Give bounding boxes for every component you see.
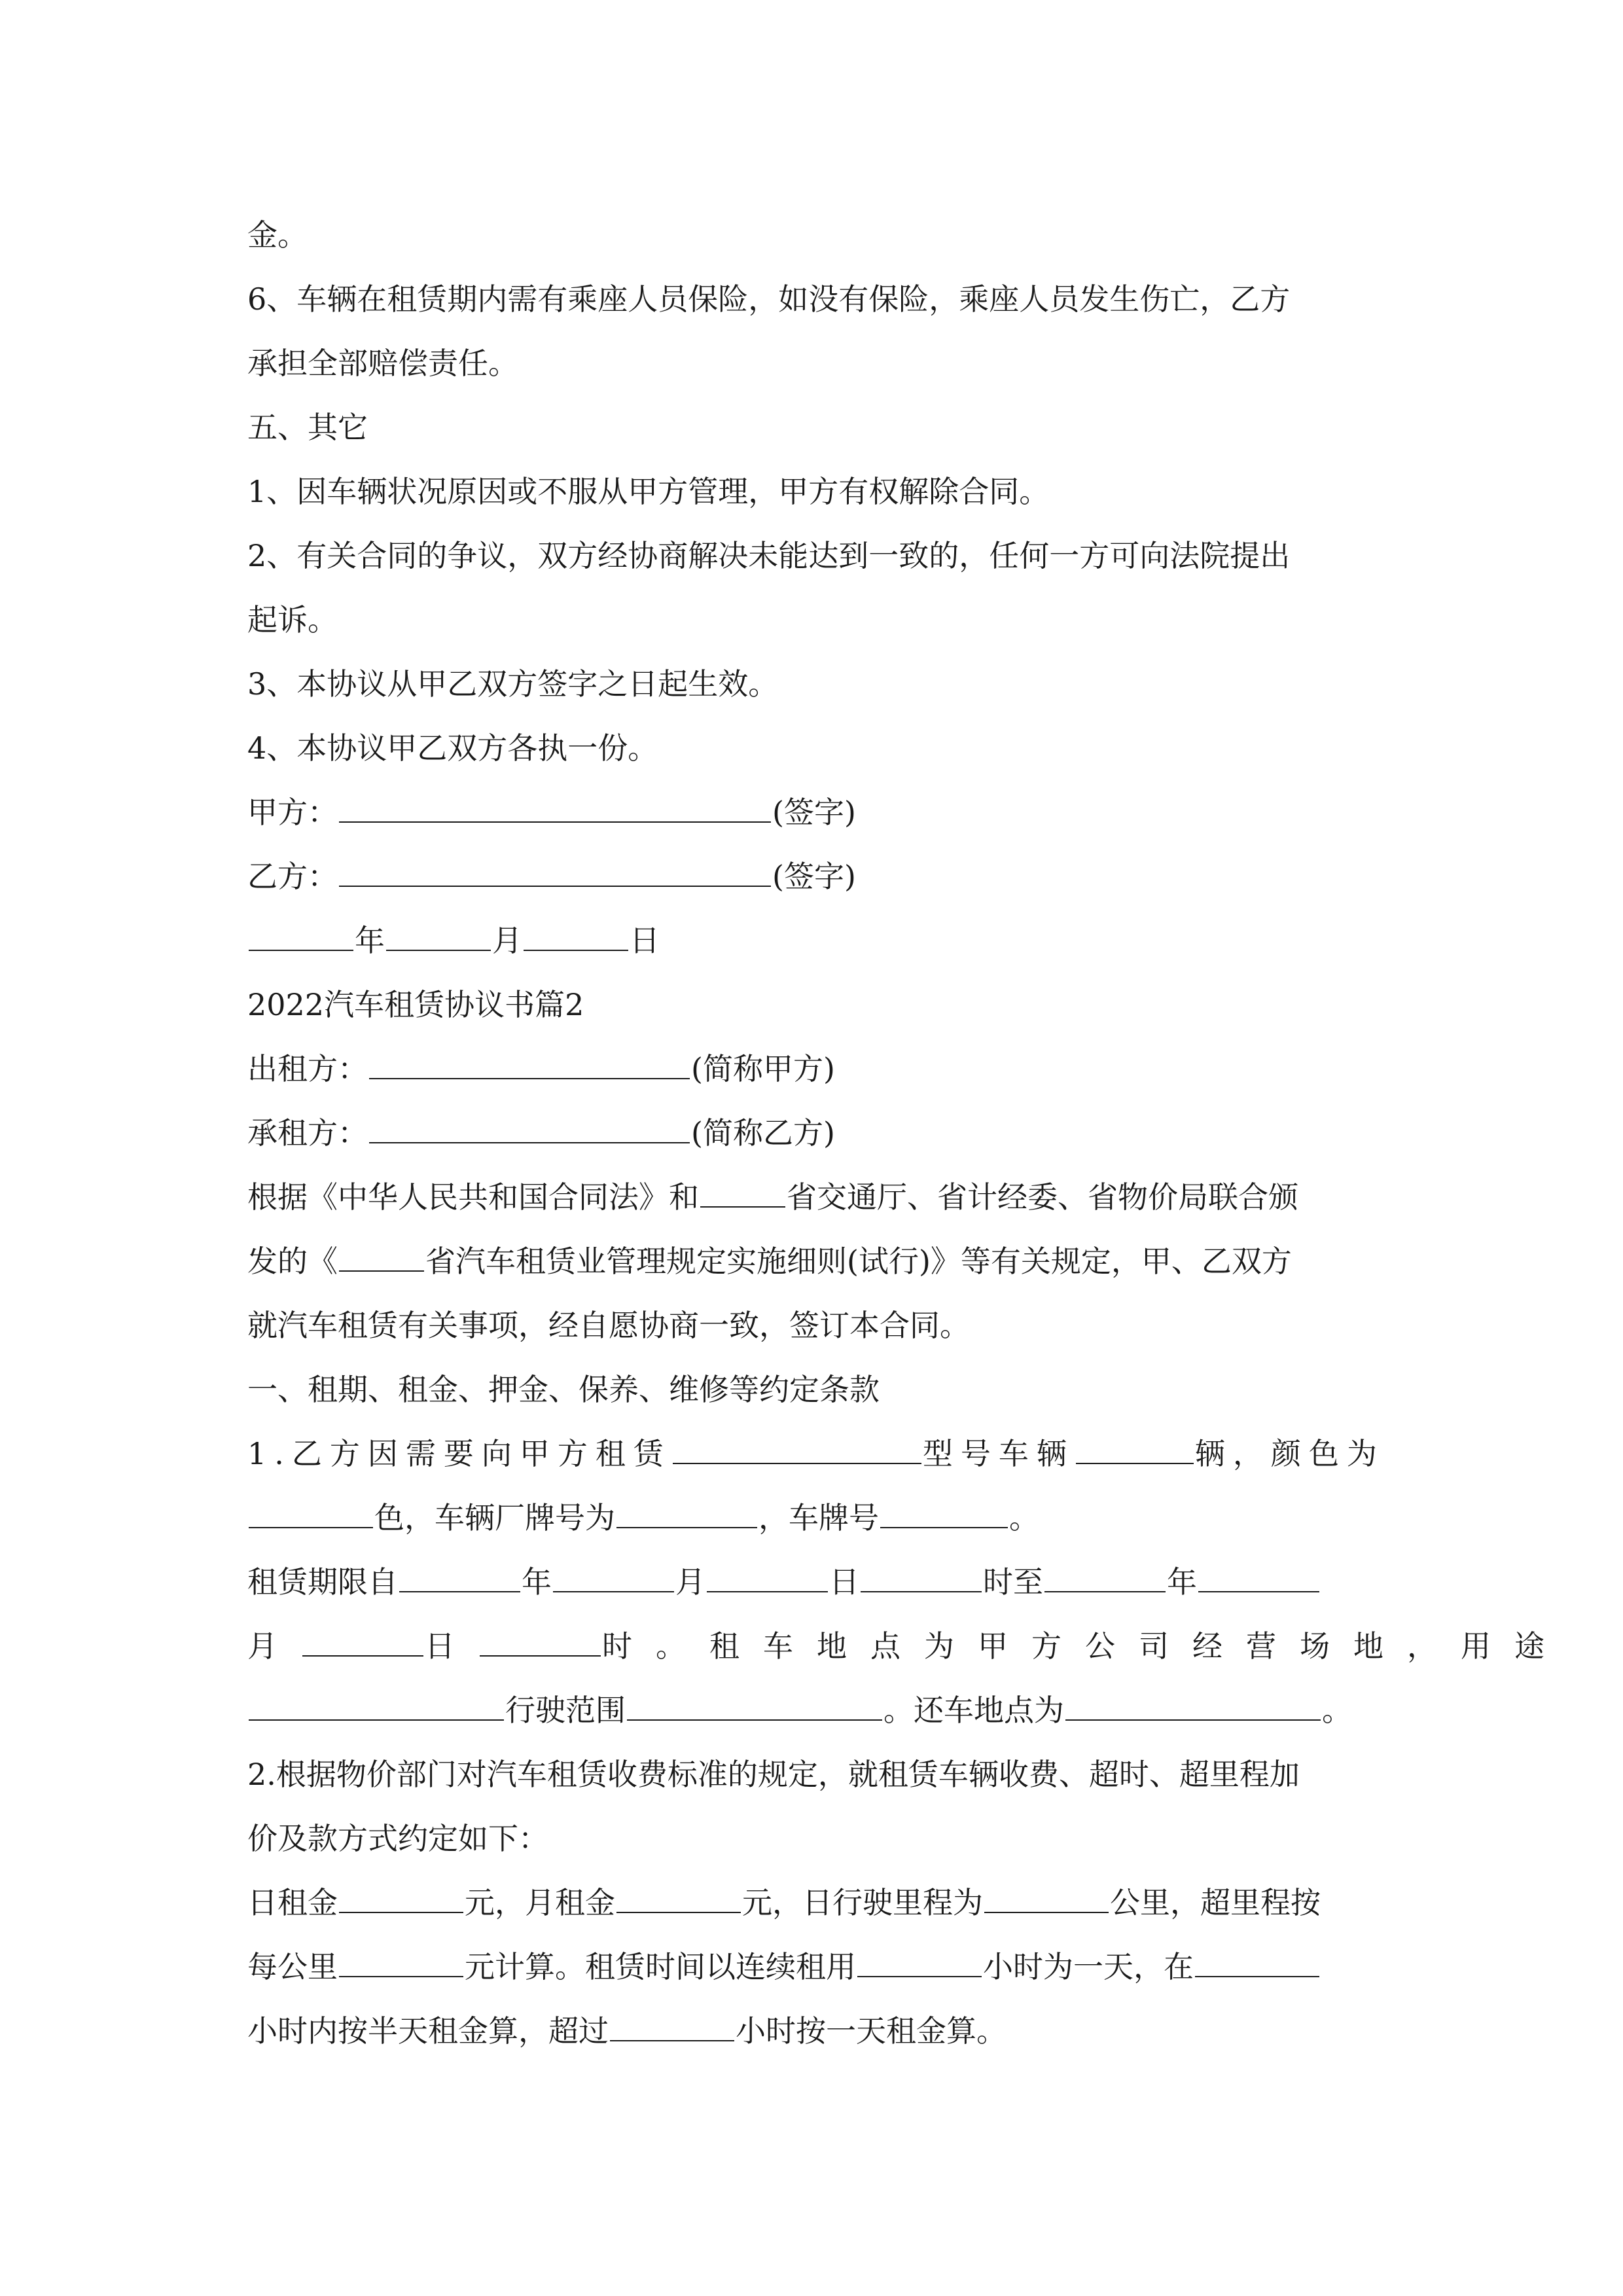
text-span: 元，日行驶里程为 — [742, 1885, 983, 1920]
text-span: 日租金 — [247, 1885, 338, 1920]
text-span: 时至 — [983, 1564, 1043, 1600]
lessee-label: 承租方： — [247, 1115, 368, 1151]
text-span: 年 — [1167, 1564, 1197, 1600]
sign-suffix: (签字) — [772, 795, 856, 830]
text-line: 金。 — [247, 217, 308, 253]
province-blank[interactable] — [700, 1180, 785, 1208]
lease-period-line-1 — [247, 1550, 1386, 1614]
text-span: 租赁期限自 — [247, 1564, 398, 1600]
start-year-blank[interactable] — [399, 1565, 520, 1592]
section-title: 2022汽车租赁协议书篇2 — [247, 987, 584, 1022]
clause-1: 1、因车辆状况原因或不服从甲方管理，甲方有权解除合同。 — [247, 474, 1050, 509]
text-line: 承担全部赔偿责任。 — [247, 346, 518, 381]
year-label: 年 — [355, 923, 385, 958]
lessee-line — [247, 1101, 1386, 1165]
text-span: 省交通厅、省计经委、省物价局联合颁 — [787, 1179, 1298, 1215]
text-span: 。还车地点为 — [883, 1693, 1064, 1728]
party-b-signature-line — [247, 844, 1386, 908]
text-span: 根据《中华人民共和国合同法》和 — [247, 1179, 699, 1215]
lessee-name-blank[interactable] — [369, 1116, 690, 1143]
lessor-suffix: (简称甲方) — [691, 1051, 835, 1086]
term-2-line-1: 2.根据物价部门对汽车租赁收费标准的规定，就租赁车辆收费、超时、超里程加 — [247, 1757, 1300, 1792]
term-1-line-2 — [247, 1486, 1386, 1550]
hours-per-day-blank[interactable] — [857, 1950, 982, 1977]
text-span: ，车牌号 — [758, 1500, 879, 1535]
clause-6: 6、车辆在租赁期内需有乘座人员保险，如没有保险，乘座人员发生伤亡，乙方 — [247, 281, 1291, 317]
term-2-line-2: 价及款方式约定如下： — [247, 1821, 548, 1856]
per-km-fee-blank[interactable] — [339, 1950, 463, 1977]
text-span: 月 — [247, 1628, 301, 1664]
start-month-blank[interactable] — [553, 1565, 674, 1592]
text-span: 年 — [522, 1564, 552, 1600]
text-span: 小时内按半天租金算，超过 — [247, 2013, 609, 2049]
end-month-blank[interactable] — [1198, 1565, 1319, 1592]
start-hour-blank[interactable] — [861, 1565, 982, 1592]
daily-rent-blank[interactable] — [339, 1886, 463, 1913]
text-span: 时。租车地点为甲方公司经营场地，用途 — [602, 1628, 1568, 1664]
full-day-hours-blank[interactable] — [610, 2014, 734, 2041]
party-a-signature-line — [247, 780, 1386, 844]
text-span: 每公里 — [247, 1949, 338, 1984]
brand-number-blank[interactable] — [616, 1501, 757, 1528]
lessor-name-blank[interactable] — [369, 1052, 690, 1079]
vehicle-count-blank[interactable] — [1076, 1437, 1194, 1464]
sign-suffix: (签字) — [772, 859, 856, 894]
preamble-line-1 — [247, 1165, 1386, 1229]
term-1-line-1 — [247, 1422, 1386, 1486]
text-span: 行驶范围 — [505, 1693, 626, 1728]
clause-2: 2、有关合同的争议，双方经协商解决未能达到一致的，任何一方可向法院提出 — [247, 538, 1291, 573]
text-span: 。 — [1009, 1500, 1039, 1535]
end-hour-blank[interactable] — [480, 1629, 601, 1657]
monthly-rent-blank[interactable] — [616, 1886, 741, 1913]
start-day-blank[interactable] — [707, 1565, 828, 1592]
text-span: 小时按一天租金算。 — [736, 2013, 1007, 2049]
text-span: 日 — [829, 1564, 859, 1600]
plate-number-blank[interactable] — [880, 1501, 1008, 1528]
party-b-label: 乙方： — [247, 859, 338, 894]
document-body — [247, 203, 1568, 2063]
preamble-line-2 — [247, 1229, 1386, 1293]
text-span: 色，车辆厂牌号为 — [374, 1500, 615, 1535]
fee-line-1 — [247, 1871, 1386, 1935]
section-heading-terms: 一、租期、租金、押金、保养、维修等约定条款 — [247, 1372, 880, 1407]
fee-line-2 — [247, 1935, 1386, 1999]
driving-range-blank[interactable] — [627, 1693, 882, 1721]
text-span: 型号车辆 — [922, 1436, 1075, 1471]
lessee-suffix: (简称乙方) — [691, 1115, 835, 1151]
daily-mileage-blank[interactable] — [984, 1886, 1109, 1913]
province-blank[interactable] — [339, 1244, 424, 1272]
year-blank[interactable] — [249, 924, 353, 951]
color-blank[interactable] — [249, 1501, 373, 1528]
lease-period-line-2 — [247, 1614, 1568, 1678]
text-span: 1.乙方因需要向甲方租赁 — [247, 1436, 671, 1471]
party-b-signature-blank[interactable] — [339, 859, 771, 887]
text-line: 起诉。 — [247, 602, 338, 637]
clause-3: 3、本协议从甲乙双方签字之日起生效。 — [247, 666, 779, 702]
text-span: 公里，超里程按 — [1110, 1885, 1321, 1920]
day-blank[interactable] — [524, 924, 628, 951]
section-heading-other: 五、其它 — [247, 410, 368, 445]
preamble-line-3: 就汽车租赁有关事项，经自愿协商一致，签订本合同。 — [247, 1308, 970, 1343]
end-year-blank[interactable] — [1044, 1565, 1166, 1592]
end-day-blank[interactable] — [302, 1629, 423, 1657]
day-label: 日 — [630, 923, 660, 958]
party-a-signature-blank[interactable] — [339, 795, 771, 823]
purpose-blank[interactable] — [249, 1693, 504, 1721]
month-blank[interactable] — [386, 924, 491, 951]
date-line — [247, 908, 1386, 973]
text-span: 小时为一天，在 — [983, 1949, 1194, 1984]
text-span: 日 — [425, 1628, 478, 1664]
month-label: 月 — [492, 923, 522, 958]
text-span: 省汽车租赁业管理规定实施细则(试行)》等有关规定，甲、乙双方 — [425, 1244, 1292, 1279]
fee-line-3 — [247, 1999, 1386, 2063]
text-span: 辆，颜色为 — [1194, 1436, 1385, 1471]
lease-period-line-3 — [247, 1678, 1386, 1742]
party-a-label: 甲方： — [247, 795, 338, 830]
return-location-blank[interactable] — [1065, 1693, 1321, 1721]
text-span: 元，月租金 — [465, 1885, 615, 1920]
text-span: 元计算。租赁时间以连续租用 — [465, 1949, 856, 1984]
lessor-label: 出租方： — [247, 1051, 368, 1086]
text-span: 月 — [675, 1564, 705, 1600]
half-day-hours-blank[interactable] — [1195, 1950, 1319, 1977]
lessor-line — [247, 1037, 1386, 1101]
clause-4: 4、本协议甲乙双方各执一份。 — [247, 730, 658, 766]
vehicle-model-blank[interactable] — [673, 1437, 921, 1464]
text-span: 。 — [1322, 1693, 1352, 1728]
text-span: 发的《 — [247, 1244, 338, 1279]
